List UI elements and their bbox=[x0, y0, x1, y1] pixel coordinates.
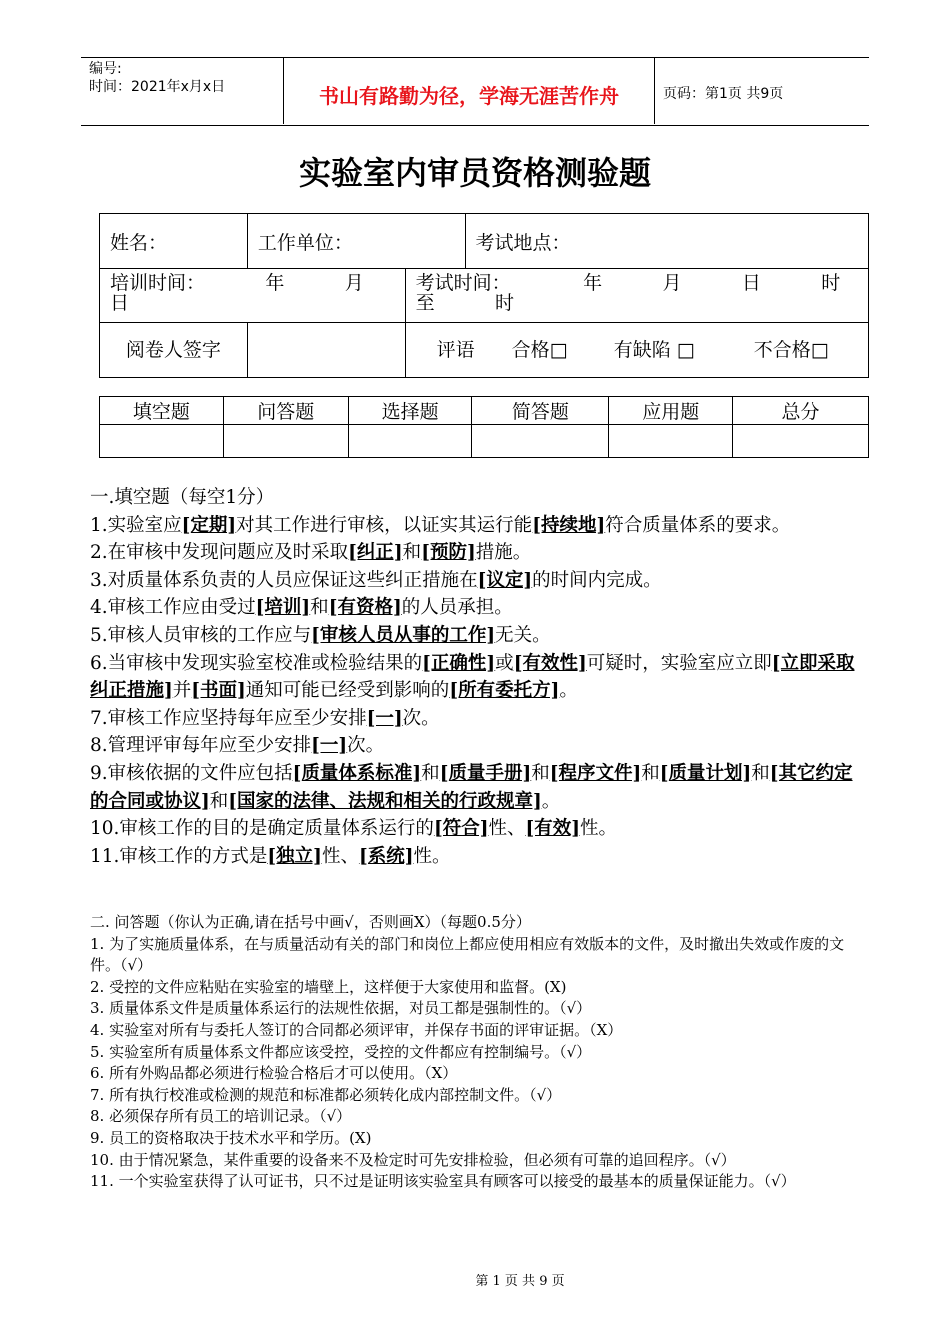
score-cell[interactable] bbox=[733, 425, 869, 458]
header-meta bbox=[89, 60, 225, 96]
answer-text: [审核人员从事的工作] bbox=[311, 624, 496, 646]
qa-item: 2. 受控的文件应粘贴在实验室的墙壁上，这样便于大家使用和监督。(X) bbox=[90, 977, 567, 996]
score-header: 总分 bbox=[733, 397, 869, 425]
question-text: 4.审核工作应由受过 bbox=[90, 597, 256, 619]
train-time-cell[interactable]: 培训时间： 年 月 日 bbox=[100, 269, 406, 323]
question-text: 性、 bbox=[488, 818, 526, 840]
question-text: 无关。 bbox=[495, 624, 551, 646]
page-title: 实验室内审员资格测验题 bbox=[298, 154, 651, 192]
question-text: 1.实验室应 bbox=[90, 514, 182, 536]
fill-in-item bbox=[90, 539, 865, 567]
question-text: 11.审核工作的方式是 bbox=[90, 845, 268, 867]
question-text: 2.在审核中发现问题应及时采取 bbox=[90, 542, 349, 564]
question-text: 性、 bbox=[321, 845, 359, 867]
answer-text: [议定] bbox=[477, 569, 533, 591]
answer-text: [定期] bbox=[181, 514, 237, 536]
score-cell[interactable] bbox=[609, 425, 733, 458]
date-label: 时间：2021年x月x日 bbox=[89, 79, 226, 95]
answer-text: [质量计划] bbox=[659, 762, 752, 784]
question-text: 9.审核依据的文件应包括 bbox=[90, 762, 293, 784]
score-header: 简答题 bbox=[472, 397, 609, 425]
fill-in-item bbox=[90, 732, 865, 760]
grader-signature-cell[interactable] bbox=[247, 323, 405, 378]
question-text: 性。 bbox=[579, 818, 617, 840]
question-text: 和 bbox=[641, 762, 660, 784]
location-cell[interactable]: 考试地点： bbox=[465, 214, 869, 269]
fill-in-item bbox=[90, 650, 865, 705]
fail-checkbox[interactable]: 不合格□ bbox=[753, 339, 829, 361]
fill-in-item bbox=[90, 705, 865, 733]
answer-text: [持续地] bbox=[532, 514, 606, 536]
question-text: 并 bbox=[172, 680, 192, 702]
question-text: 7.审核工作应坚持每年应至少安排 bbox=[90, 707, 367, 729]
info-table bbox=[99, 213, 869, 378]
qa-item: 8. 必须保存所有员工的培训记录。（√） bbox=[90, 1107, 352, 1126]
fill-in-item bbox=[90, 594, 865, 622]
score-cell[interactable] bbox=[472, 425, 609, 458]
score-table bbox=[99, 396, 869, 458]
question-text: 和 bbox=[402, 542, 422, 564]
header-divider bbox=[654, 57, 655, 124]
score-header: 应用题 bbox=[609, 397, 733, 425]
question-text: 5.审核人员审核的工作应与 bbox=[90, 624, 312, 646]
fill-in-item bbox=[90, 815, 865, 843]
question-text: 6.当审核中发现实验室校准或检验结果的 bbox=[90, 652, 423, 674]
comment-cell bbox=[405, 323, 868, 378]
grader-label: 阅卷人签字 bbox=[100, 323, 248, 378]
qa-item: 3. 质量体系文件是质量体系运行的法规性依据，对员工都是强制性的。（√） bbox=[90, 999, 592, 1018]
question-text: 可疑时，实验室应立即 bbox=[586, 652, 772, 674]
answer-text: [独立] bbox=[267, 845, 322, 867]
score-header: 填空题 bbox=[100, 397, 224, 425]
question-text: 符合质量体系的要求。 bbox=[605, 514, 791, 536]
qa-item: 1. 为了实施质量体系，在与质量活动有关的部门和岗位上都应使用相应有效版本的文件，及时撤出失效或作废的文件。（√） bbox=[90, 934, 845, 975]
question-text: 和 bbox=[209, 790, 229, 812]
qa-item: 11. 一个实验室获得了认可证书，只不过是证明该实验室具有顾客可以接受的最基本的质量保证能力。（√） bbox=[90, 1172, 796, 1191]
qa-section bbox=[90, 912, 865, 1193]
section-title: 一.填空题（每空1分） bbox=[90, 487, 275, 508]
question-text: 10.审核工作的目的是确定质量体系运行的 bbox=[90, 818, 434, 840]
fill-in-item bbox=[90, 622, 865, 650]
question-text: 的时间内完成。 bbox=[532, 569, 662, 591]
question-text: 次。 bbox=[402, 707, 440, 729]
answer-text: [一] bbox=[311, 735, 348, 757]
qa-item: 7. 所有执行校准或检测的规范和标准都必须转化成内部控制文件。（√） bbox=[90, 1085, 562, 1104]
name-cell[interactable]: 姓名： bbox=[100, 214, 248, 269]
answer-text: [培训] bbox=[255, 597, 311, 619]
answer-text: [有效性] bbox=[513, 652, 587, 674]
score-cell[interactable] bbox=[223, 425, 348, 458]
answer-text: [书面] bbox=[191, 680, 246, 702]
fill-in-item bbox=[90, 512, 865, 540]
question-text: 通知可能已经受到影响的 bbox=[245, 680, 450, 702]
question-text: 8.管理评审每年应至少安排 bbox=[90, 735, 312, 757]
score-header: 选择题 bbox=[348, 397, 472, 425]
answer-text: [国家的法律、法规和相关的行政规章] bbox=[228, 790, 542, 812]
qa-item: 6. 所有外购品都必须进行检验合格后才可以使用。（X） bbox=[90, 1064, 458, 1083]
answer-text: [有资格] bbox=[328, 597, 402, 619]
question-text: 和 bbox=[310, 597, 329, 619]
section-title: 二. 问答题（你认为正确,请在括号中画√，否则画X）（每题0.5分） bbox=[90, 913, 531, 931]
answer-text: [其它约定的合同或协议] bbox=[90, 762, 853, 812]
question-text: 次。 bbox=[347, 735, 385, 757]
qa-item: 9. 员工的资格取决于技术水平和学历。(X) bbox=[90, 1128, 372, 1147]
question-text: 和 bbox=[531, 762, 550, 784]
question-text: 。 bbox=[541, 790, 561, 812]
answer-text: [系统] bbox=[358, 845, 414, 867]
serial-label: 编号: bbox=[89, 61, 122, 77]
answer-text: [预防] bbox=[421, 542, 476, 564]
question-text: 对其工作进行审核，以证实其运行能 bbox=[236, 514, 533, 536]
qa-item: 5. 实验室所有质量体系文件都应该受控，受控的文件都应有控制编号。（√） bbox=[90, 1042, 592, 1061]
pass-checkbox[interactable]: 合格□ bbox=[511, 339, 568, 361]
question-text: 和 bbox=[751, 762, 770, 784]
defect-checkbox[interactable]: 有缺陷 □ bbox=[613, 339, 695, 361]
exam-time-cell[interactable]: 考试时间： 年 月 日 时至 时 bbox=[405, 269, 868, 323]
fill-in-section bbox=[90, 484, 865, 870]
question-text: 或 bbox=[495, 652, 514, 674]
answer-text: [正确性] bbox=[422, 652, 496, 674]
comment-label: 评语 bbox=[436, 339, 475, 361]
fill-in-item bbox=[90, 760, 865, 815]
answer-text: [所有委托方] bbox=[449, 680, 560, 702]
answer-text: [纠正] bbox=[348, 542, 403, 564]
answer-text: [程序文件] bbox=[549, 762, 642, 784]
fill-in-item bbox=[90, 843, 865, 871]
question-text: 。 bbox=[559, 680, 578, 702]
question-text: 3.对质量体系负责的人员应保证这些纠正措施在 bbox=[90, 569, 478, 591]
qa-item: 10. 由于情况紧急，某件重要的设备来不及检定时可先安排检验，但必须有可靠的追回程序。（√） bbox=[90, 1150, 736, 1169]
question-text: 性。 bbox=[413, 845, 451, 867]
fill-in-item bbox=[90, 567, 865, 595]
qa-item: 4. 实验室对所有与委托人签订的合同都必须评审，并保存书面的评审证据。（X） bbox=[90, 1020, 623, 1039]
answer-text: [符合] bbox=[433, 818, 489, 840]
fill-in-items bbox=[90, 512, 865, 871]
answer-text: [一] bbox=[366, 707, 403, 729]
answer-text: [质量体系标准] bbox=[292, 762, 422, 784]
page-footer: 第 1 页 共 9 页 bbox=[475, 1274, 565, 1289]
qa-items bbox=[90, 934, 865, 1193]
page-info: 页码：第1页 共9页 bbox=[663, 86, 784, 102]
answer-text: [质量手册] bbox=[439, 762, 532, 784]
unit-cell[interactable]: 工作单位： bbox=[247, 214, 465, 269]
score-cell[interactable] bbox=[100, 425, 224, 458]
motto: 书山有路勤为径，学海无涯苦作舟 bbox=[319, 84, 619, 108]
question-text: 的人员承担。 bbox=[401, 597, 513, 619]
answer-text: [有效] bbox=[525, 818, 580, 840]
question-text: 措施。 bbox=[475, 542, 532, 564]
question-text: 和 bbox=[421, 762, 440, 784]
score-cell[interactable] bbox=[348, 425, 472, 458]
answer-text: [立即采取纠正措施] bbox=[90, 652, 855, 702]
score-header: 问答题 bbox=[223, 397, 348, 425]
